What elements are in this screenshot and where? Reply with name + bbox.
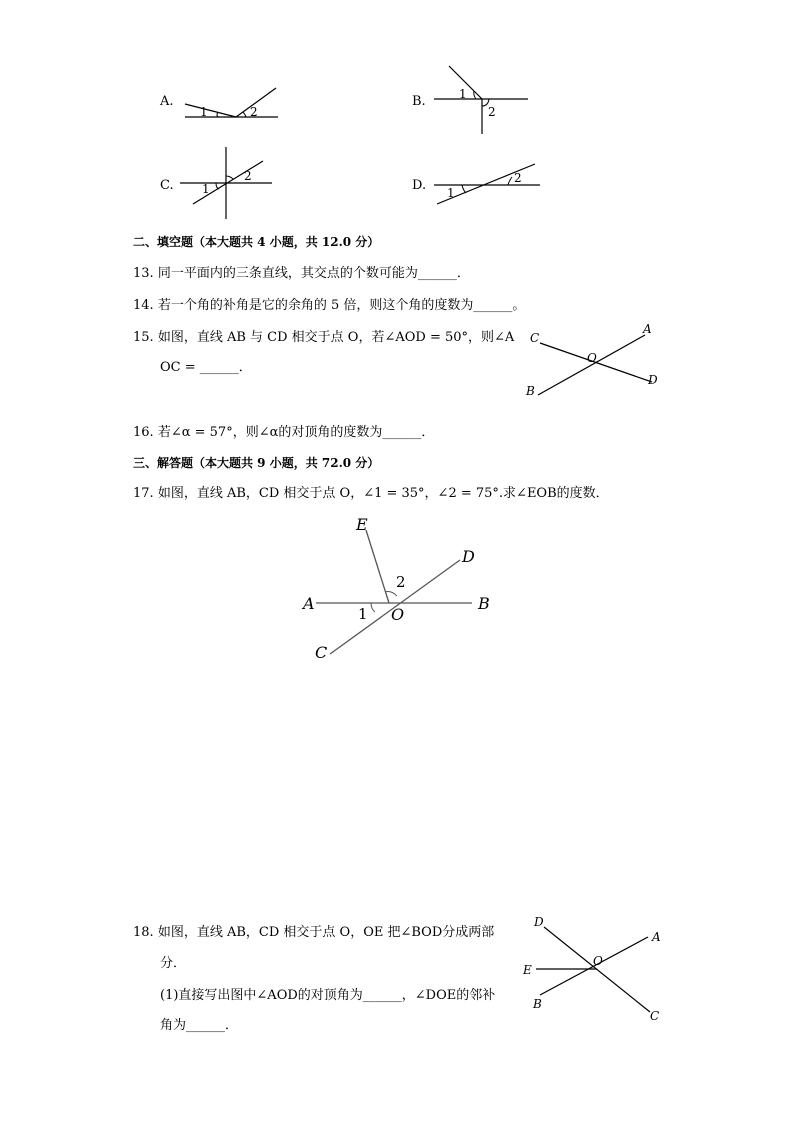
- option-a-angle1: 1: [200, 105, 208, 119]
- q17-label-e: E: [356, 515, 368, 534]
- section3-title: 三、解答题（本大题共 9 小题，共 72.0 分）: [133, 456, 380, 470]
- q15-line2: OC = ______．: [160, 360, 252, 375]
- section2-title: 二、填空题（本大题共 4 小题，共 12.0 分）: [133, 235, 380, 249]
- option-a-angle2: 2: [250, 105, 258, 119]
- q14-number: 14.: [133, 298, 154, 313]
- q16-text: 若∠α = 57°，则∠α的对顶角的度数为______．: [157, 425, 435, 440]
- q18-label-b: B: [533, 997, 542, 1011]
- q13-text: 同一平面内的三条直线，其交点的个数可能为______．: [157, 266, 470, 281]
- q18-label-a: A: [652, 930, 661, 944]
- q18-label-e: E: [523, 963, 532, 977]
- q15-label-d: D: [648, 373, 658, 387]
- option-b-angle1: 1: [459, 87, 467, 101]
- q18-line1: 如图，直线 AB，CD 相交于点 O，OE 把∠BOD分成两部: [157, 925, 495, 940]
- q17-label-c: C: [315, 643, 328, 662]
- q18-label-c: C: [650, 1009, 660, 1023]
- option-c-angle2: 2: [244, 169, 252, 183]
- q18-label-d: D: [534, 915, 544, 929]
- q15-line1: 如图，直线 AB 与 CD 相交于点 O，若∠AOD = 50°，则∠A: [157, 330, 515, 345]
- option-a-label: A.: [160, 94, 174, 109]
- q18-label-o: O: [593, 954, 603, 968]
- q15-label-c: C: [530, 331, 540, 345]
- q17-number: 17.: [133, 486, 154, 501]
- option-c-angle1: 1: [202, 182, 210, 196]
- q17-label-d: D: [462, 547, 475, 566]
- q18-number: 18.: [133, 925, 154, 940]
- q17-label-o: O: [391, 605, 405, 624]
- q17-label-b: B: [478, 594, 490, 613]
- q17-text: 如图，直线 AB，CD 相交于点 O，∠1 = 35°，∠2 = 75°.求∠EOB的度数．: [157, 486, 609, 501]
- option-d-angle1: 1: [447, 186, 455, 200]
- q15-label-b: B: [526, 384, 535, 398]
- q16-number: 16.: [133, 425, 154, 440]
- option-b-label: B.: [412, 94, 426, 109]
- q18-line4: 角为______．: [160, 1018, 239, 1033]
- q15-label-o: O: [587, 351, 597, 365]
- option-c-label: C.: [160, 178, 174, 193]
- q18-line2: 分．: [160, 956, 187, 971]
- q18-line3: (1)直接写出图中∠AOD的对顶角为______，∠DOE的邻补: [160, 988, 496, 1003]
- option-d-angle2: 2: [514, 171, 522, 185]
- option-b-angle2: 2: [488, 105, 496, 119]
- q17-label-a: A: [303, 594, 315, 613]
- q14-text: 若一个角的补角是它的余角的 5 倍，则这个角的度数为______。: [157, 298, 526, 313]
- option-d-label: D.: [412, 178, 427, 193]
- q15-label-a: A: [643, 322, 652, 336]
- q15-number: 15.: [133, 330, 154, 345]
- q17-angle1: 1: [358, 605, 368, 623]
- q17-angle2: 2: [396, 573, 406, 591]
- q13-number: 13.: [133, 266, 154, 281]
